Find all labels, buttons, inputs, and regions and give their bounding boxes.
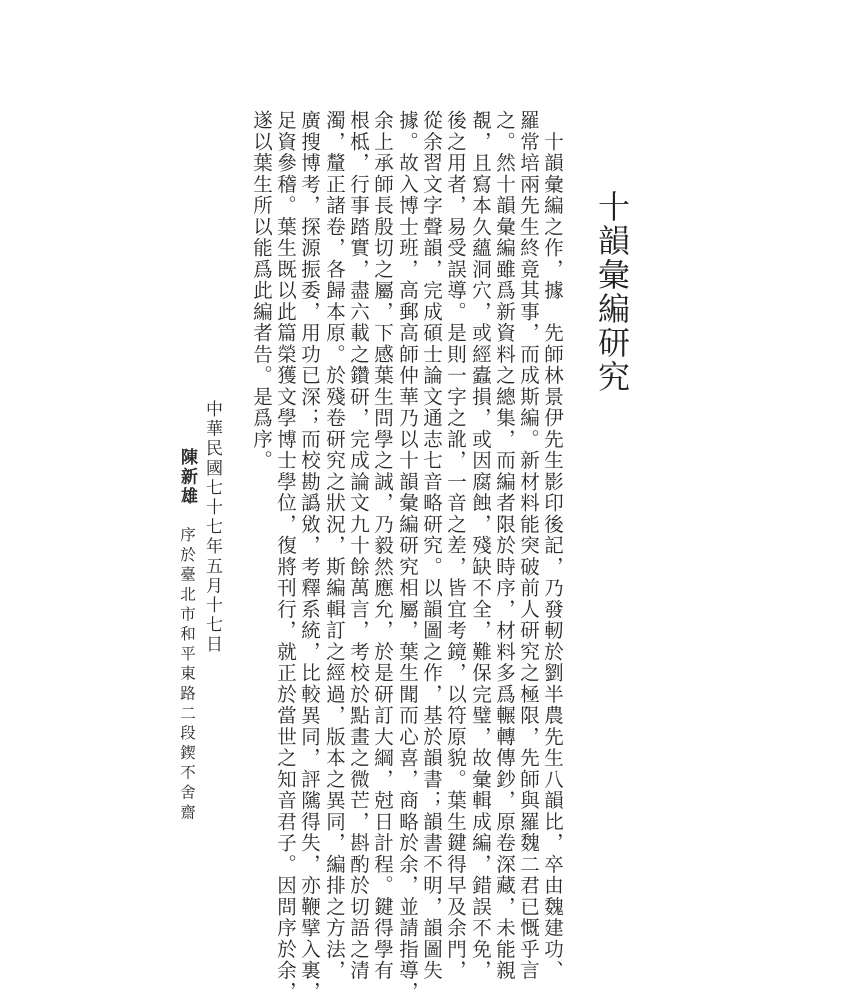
text-column-7: 據。故入博士班，高郵高師仲華乃以十韻彙編研究相屬，葉生聞而心喜，商略於余，並請指導， xyxy=(396,110,419,1003)
page-title: 十韻彙編研究 xyxy=(593,190,631,394)
text-column-8: 余上承師長殷切之屬，下感葉生問學之誠，乃毅然應允，於是研訂大綱，尅日計程。鍵得學有 xyxy=(371,110,394,982)
text-column-5: 後之用者，易受誤導。是則一字之訛，一音之差，皆宜考鏡，以符原貌。葉生鍵得早及余門， xyxy=(444,110,467,982)
text-column-9: 根柢，行事踏實，盡六載之鑽研，完成論文九十餘萬言，考校於點畫之微芒，斟酌於切語之清 xyxy=(347,110,370,982)
text-column-4: 覩，且寫本久蘊洞穴，或經蠹損，或因腐蝕，殘缺不全，難保完璧，故彙輯成編，錯誤不免， xyxy=(469,110,492,982)
signature-place: 序於臺北市和平東路二段鍥不舍齋 xyxy=(178,526,196,824)
text-column-6: 從余習文字聲韻，完成碩士論文通志七音略研究。以韻圖之作，基於韻書；韻書不明，韻圖失 xyxy=(420,110,443,982)
text-column-13: 遂以葉生所以能爲此編者告。是爲序。 xyxy=(250,110,273,472)
signature xyxy=(177,448,197,823)
author-name: 陳新雄 xyxy=(177,448,197,507)
signature-spacer xyxy=(177,507,197,527)
text-column-10: 濁，釐正諸卷，各歸本原。於殘卷研究之狀況，斯編輯訂之經過，版本之異同，編排之方法， xyxy=(323,110,346,982)
text-column-3: 之。然十韻彙編雖爲新資料之總集，而編者限於時序，材料多爲輾轉傳鈔，原卷深藏，未能親 xyxy=(493,110,516,982)
text-column-1: 十韻彙編之作，據 先師林景伊先生影印後記，乃發軔於劉半農先生八韻比，卒由魏建功、 xyxy=(541,110,564,982)
preface-date: 中華民國七十七年五月十七日 xyxy=(202,400,222,655)
text-column-2: 羅常培兩先生終竟其事，而成斯編。新材料能突破前人研究之極限，先師與羅魏二君已慨乎言 xyxy=(517,110,540,982)
text-column-12: 足資參稽。葉生既以此篇榮獲文學博士學位，復將刊行，就正於當世之知音君子。因問序於余， xyxy=(274,110,297,1003)
text-column-11: 廣搜博考，探源振委，用功已深；而校勘譌敓，考釋系統，比較異同，評隲得失，亦鞭擘入裏， xyxy=(298,110,321,1003)
